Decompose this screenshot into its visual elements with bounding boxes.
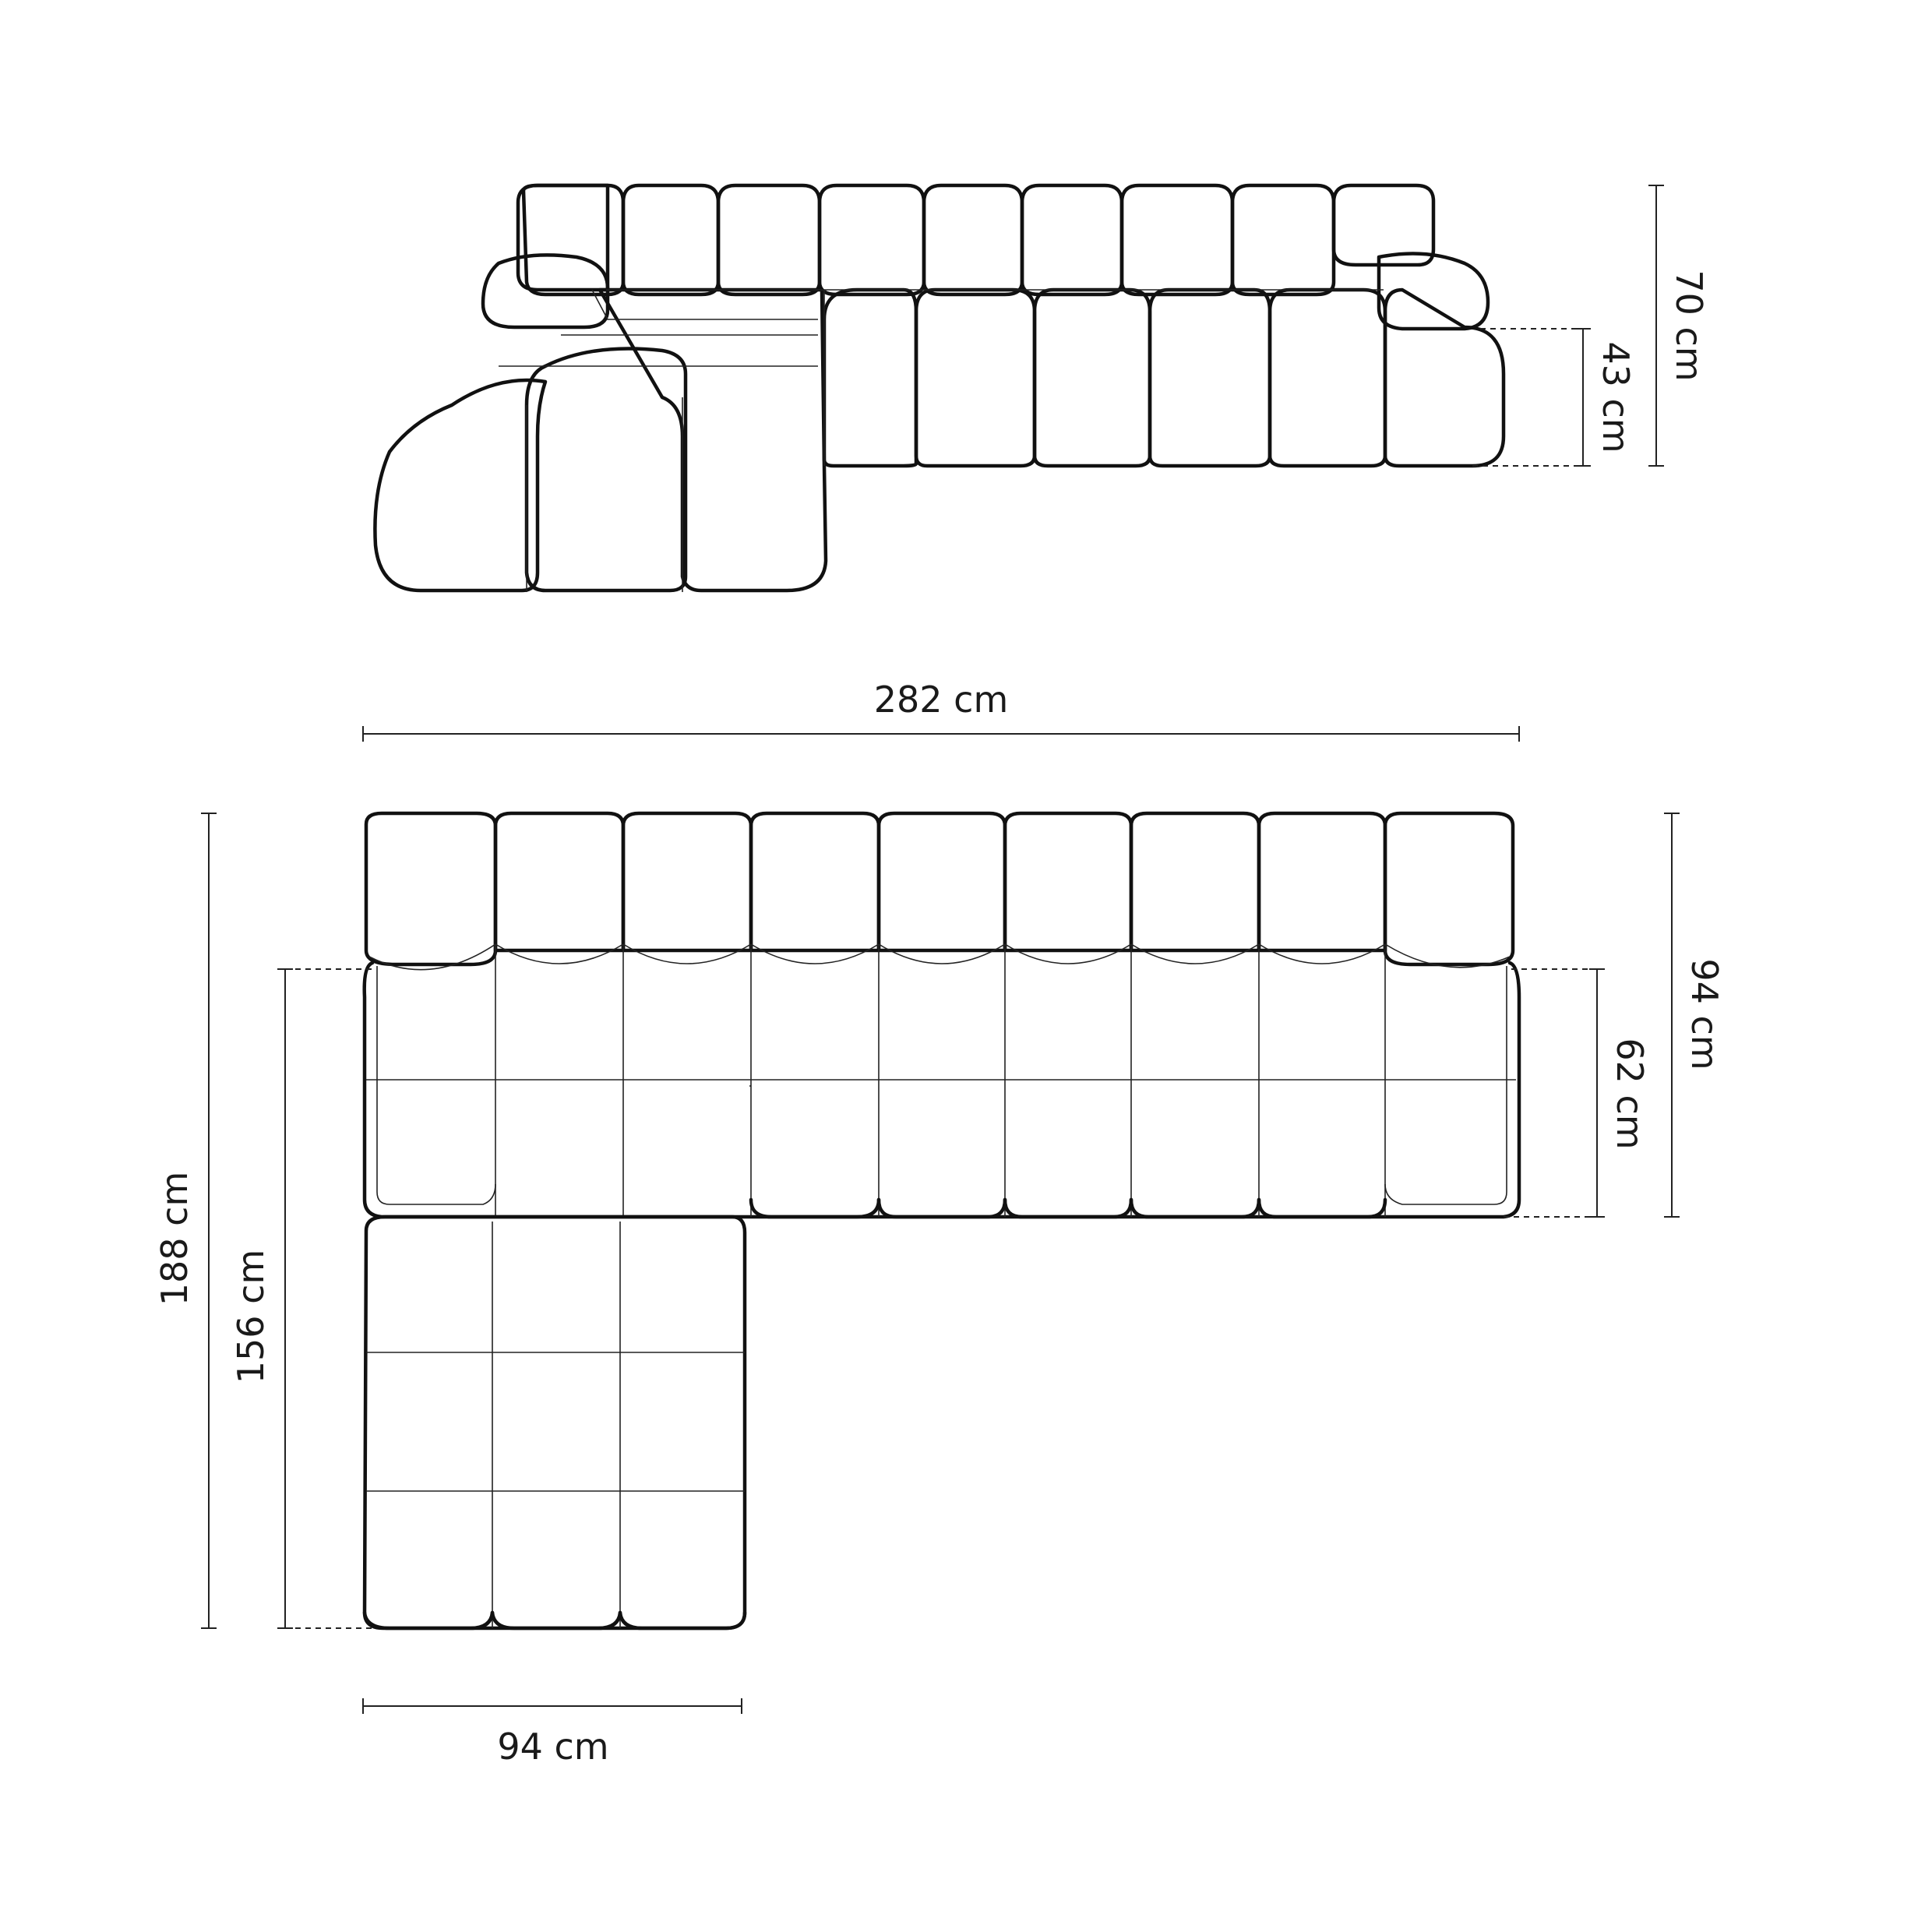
height-label: 70 cm — [1668, 270, 1710, 382]
chaise-width-label: 94 cm — [497, 1726, 609, 1768]
sofa-front-view — [375, 185, 1504, 592]
chaise-top-view — [365, 1217, 745, 1628]
chaise-cushions — [375, 290, 826, 592]
seat-height-label: 43 cm — [1595, 341, 1637, 453]
back-cushion-curves — [369, 944, 1510, 970]
chaise-depth-label: 156 cm — [230, 1249, 272, 1384]
sofa-top-view — [365, 813, 1519, 1628]
top-dimensions — [153, 679, 1726, 1768]
left-back-block — [518, 185, 608, 290]
front-dimensions — [1472, 185, 1710, 466]
top-back-cushions — [366, 813, 1513, 964]
seat-depth-label: 62 cm — [1609, 1038, 1651, 1150]
seat-cushion-seams — [366, 944, 1516, 1217]
total-width-label: 282 cm — [873, 679, 1009, 721]
front-seat-row — [824, 290, 1504, 466]
sofa-depth-label: 94 cm — [1683, 958, 1726, 1070]
total-depth-label: 188 cm — [153, 1171, 196, 1306]
seat-block — [365, 963, 1519, 1217]
back-cushions — [524, 185, 1433, 294]
seat-front-lumps — [751, 1200, 1385, 1217]
